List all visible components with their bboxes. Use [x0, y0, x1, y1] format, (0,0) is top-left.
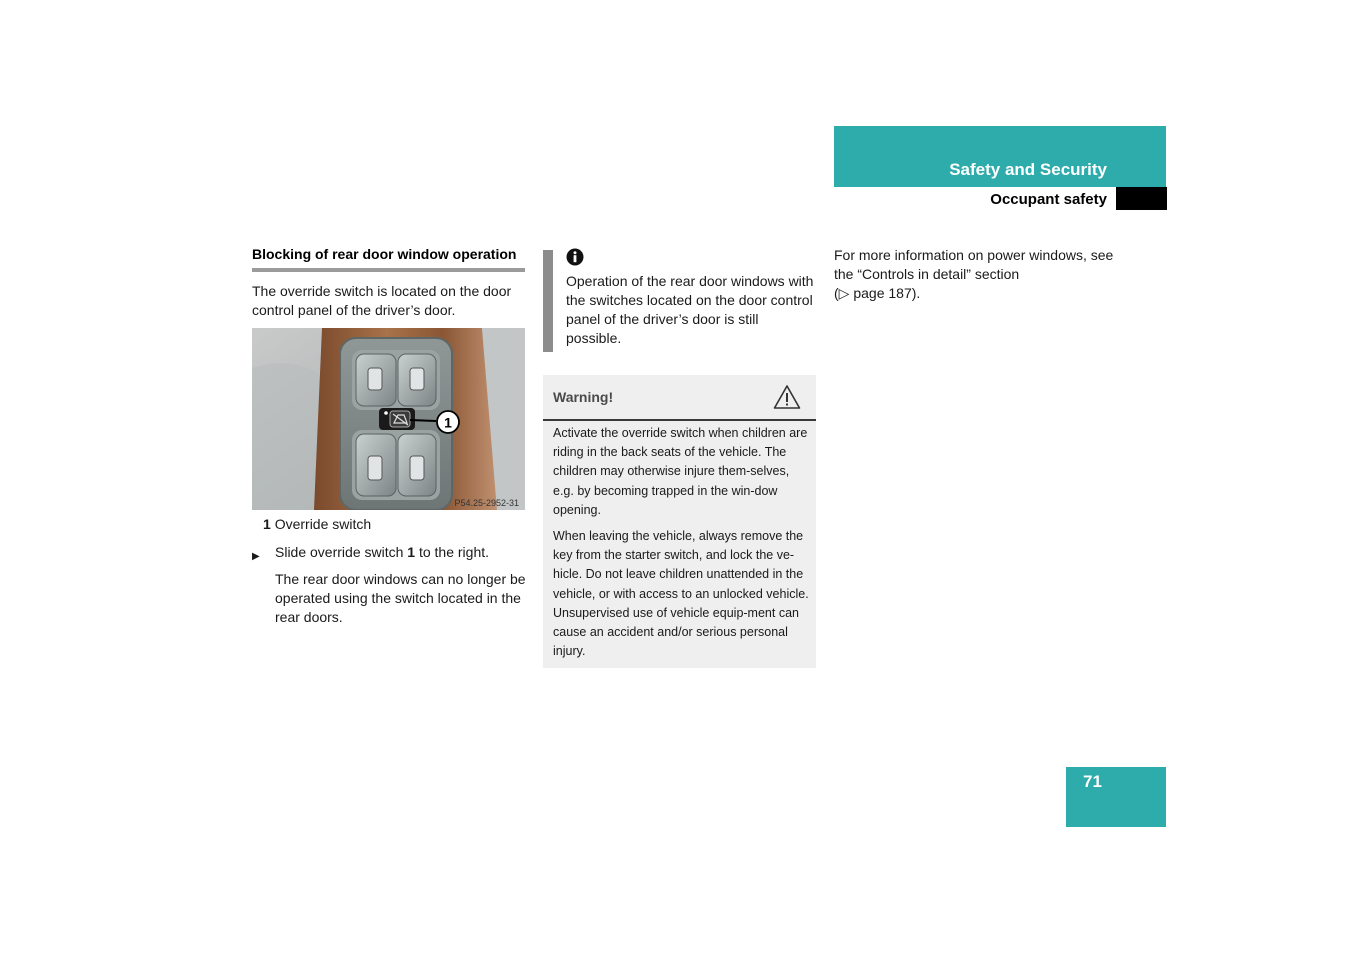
info-bar [543, 250, 553, 352]
info-icon [566, 248, 584, 266]
warning-title: Warning! [553, 389, 614, 405]
warning-triangle-icon [773, 384, 801, 410]
triangle-right-icon: ▶ [252, 551, 260, 562]
page-reference[interactable]: page 187). [849, 285, 921, 301]
door-control-panel-photo [252, 328, 525, 510]
figure-code: P54.25-2952-31 [454, 498, 519, 508]
page-number-tab [1066, 767, 1166, 827]
header-marker-block [1116, 187, 1167, 210]
page-ref-icon: ▷ [838, 285, 850, 301]
step-number: 1 [407, 544, 416, 560]
caption-text: Override switch [274, 516, 372, 532]
callout-number: 1 [444, 414, 452, 431]
warning-header [543, 375, 816, 421]
info-note: Operation of the rear door windows with the switches located on the door control panel of the driver’s door is still possible. [566, 273, 814, 346]
caption-number: 1 [263, 516, 271, 532]
step-result: The rear door windows can no longer be operated using the switch located in the rear doors. [275, 571, 526, 625]
section-heading: Blocking of rear door window operation [252, 246, 525, 272]
chapter-title: Safety and Security [949, 160, 1107, 179]
cross-reference-paragraph: For more information on power windows, see the “Controls in detail” section (▷ page 187). [834, 247, 1114, 301]
intro-paragraph: The override switch is located on the door control panel of the driver’s door. [252, 283, 512, 318]
warning-box [543, 375, 816, 668]
warning-paragraph-2: When leaving the vehicle, always remove the key from the starter switch, and lock the ve-hicle. Do not leave children unattended in the vehicle, or with access to an unlocked vehicle. Unsupervised use of vehicle equip-ment can cause an accident and/or serious personal injury. [553, 529, 809, 659]
figure-caption [263, 515, 525, 534]
step-text: Slide override switch 1 to the right. [275, 544, 490, 560]
section-subtitle: Occupant safety [990, 191, 1107, 208]
warning-paragraph-1: Activate the override switch when children are riding in the back seats of the vehicle. The children may otherwise injure them-selves, e.g. by becoming trapped in the win-dow opening. [553, 426, 808, 517]
page-number: 71 [1083, 772, 1102, 791]
